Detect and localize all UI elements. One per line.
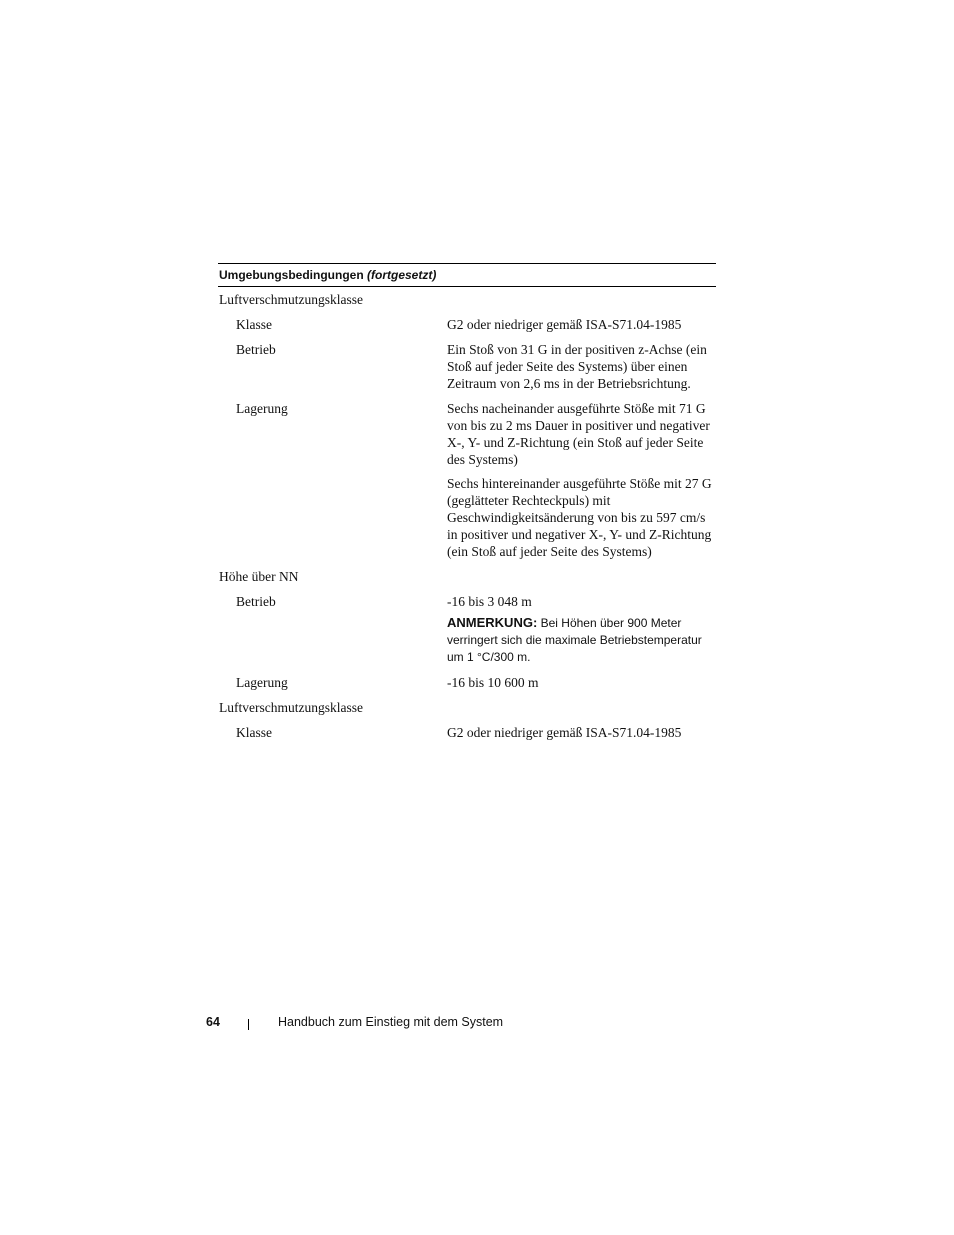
table-title: Umgebungsbedingungen	[219, 268, 364, 282]
note	[447, 614, 716, 666]
value-text: Sechs nacheinander ausgeführte Stöße mit 71 G von bis zu 2 ms Dauer in positiver und negativer X-, Y- und Z-Richtung (ein Stoß auf jeder Seite des Systems)	[447, 401, 710, 467]
page-footer	[0, 1015, 954, 1035]
section-row	[218, 695, 716, 720]
row-value	[447, 312, 716, 337]
value-text: G2 oder niedriger gemäß ISA-S71.04-1985	[447, 317, 682, 332]
spec-row	[218, 337, 716, 396]
value-text: -16 bis 10 600 m	[447, 675, 539, 690]
spec-row	[218, 670, 716, 695]
row-value	[447, 396, 716, 564]
section-row	[218, 564, 716, 589]
footer-title: Handbuch zum Einstieg mit dem System	[278, 1015, 504, 1029]
table-title-continued: (fortgesetzt)	[367, 268, 437, 282]
note-label: ANMERKUNG:	[447, 615, 538, 630]
spec-row	[218, 720, 716, 745]
environment-spec-table	[218, 263, 716, 745]
section-label: Luftverschmutzungsklasse	[219, 700, 363, 715]
value-text: -16 bis 3 048 m	[447, 594, 532, 609]
section-label: Luftverschmutzungsklasse	[219, 292, 363, 307]
row-value	[447, 337, 716, 396]
spec-row	[218, 396, 716, 564]
row-value	[447, 589, 716, 670]
value-text: G2 oder niedriger gemäß ISA-S71.04-1985	[447, 725, 682, 740]
row-value	[447, 670, 716, 695]
row-label: Lagerung	[236, 401, 288, 416]
row-label: Klasse	[236, 725, 272, 740]
value-text: Sechs hintereinander ausgeführte Stöße mit 27 G (geglätteter Rechteckpuls) mit Geschwindigkeitsänderung von bis zu 597 cm/s in positiver und negativer X-, Y- und Z-Richtung (ein Stoß auf jeder Seite des Systems)	[447, 476, 712, 559]
row-label: Lagerung	[236, 675, 288, 690]
spec-row	[218, 312, 716, 337]
table-header	[218, 263, 716, 287]
section-row	[218, 287, 716, 312]
spec-row	[218, 589, 716, 670]
row-value	[447, 720, 716, 745]
footer-separator	[248, 1019, 249, 1030]
page-number: 64	[206, 1015, 220, 1029]
section-label: Höhe über NN	[219, 569, 299, 584]
row-label: Klasse	[236, 317, 272, 332]
value-text: Ein Stoß von 31 G in der positiven z-Achse (ein Stoß auf jeder Seite des Systems) über einen Zeitraum von 2,6 ms in der Betriebsrichtung.	[447, 342, 707, 391]
note-text: Bei Höhen über 900 Meter verringert sich die maximale Betriebstemperatur um 1 °C/300 m.	[447, 616, 702, 664]
row-label: Betrieb	[236, 342, 276, 357]
row-label: Betrieb	[236, 594, 276, 609]
